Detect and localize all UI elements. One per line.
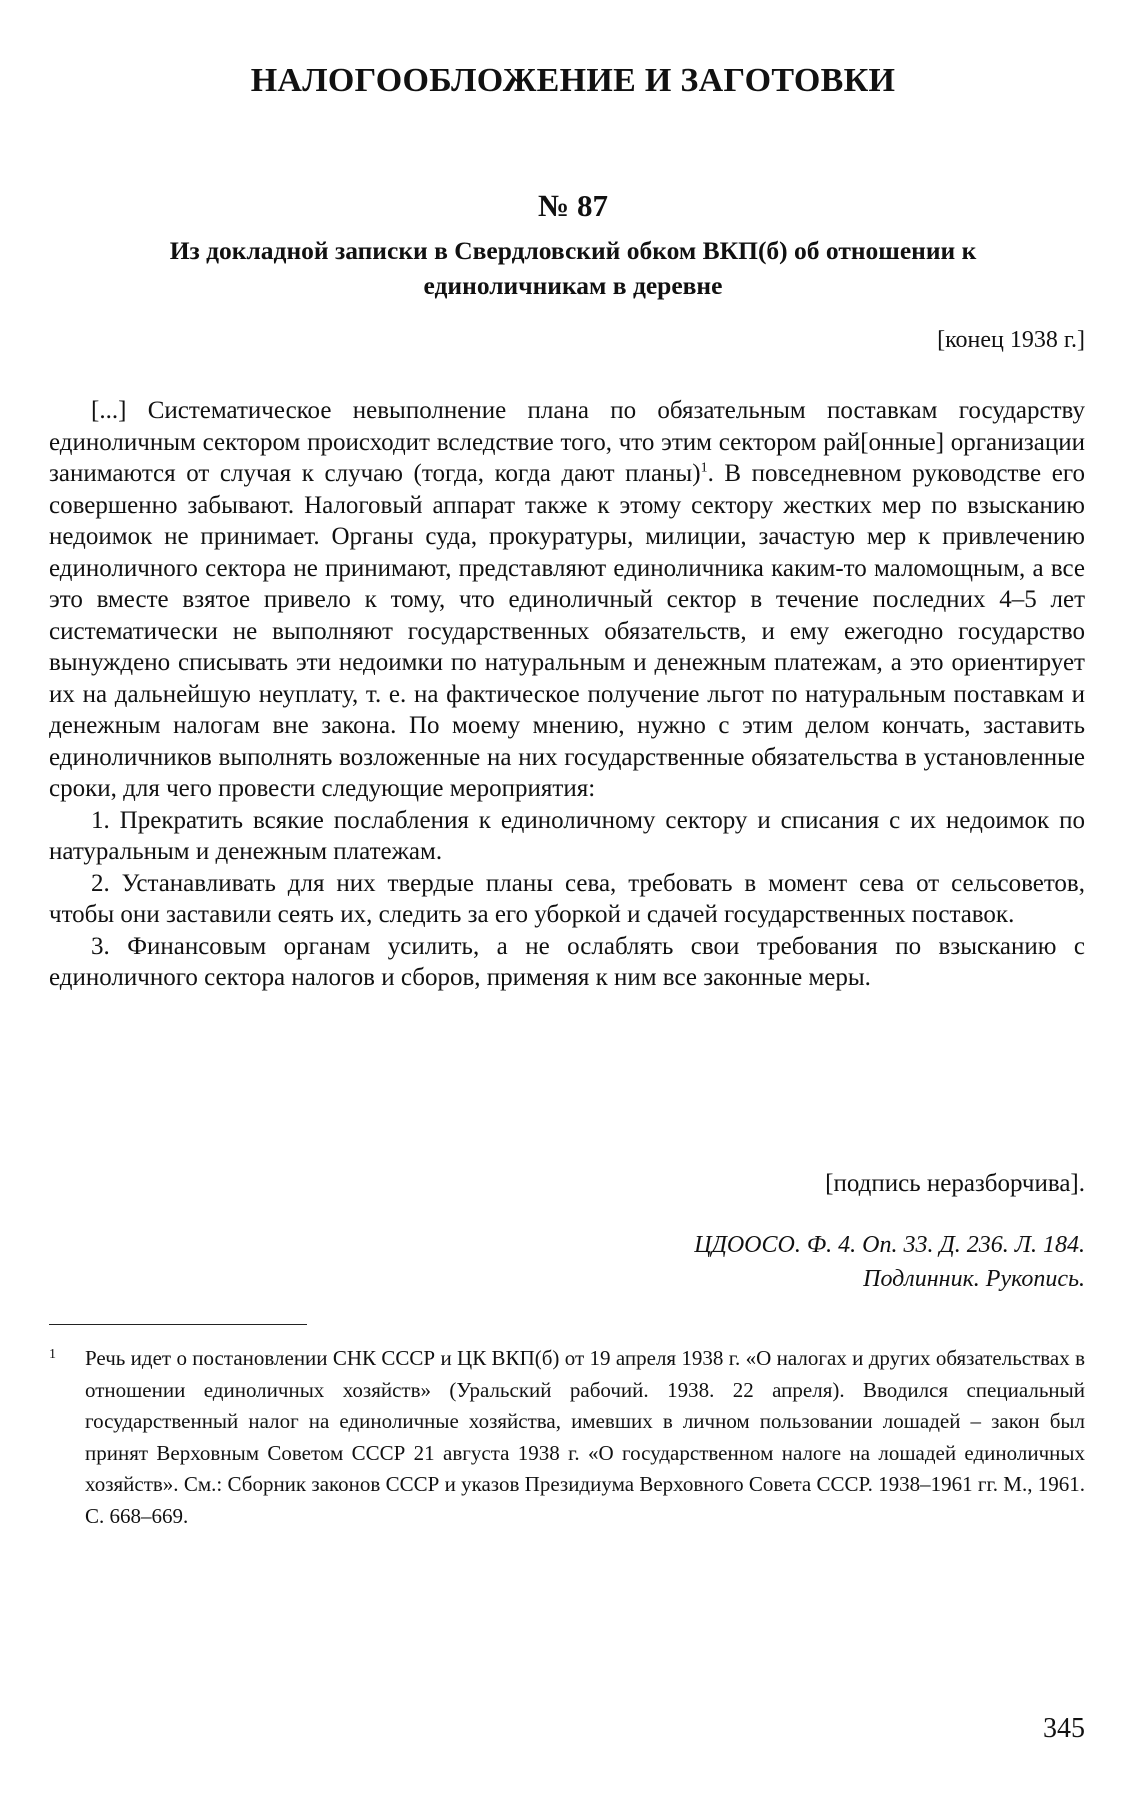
intro-text-part-1: [...] Систематическое невыполнение плана по обязательным поставкам государству единоличным сектором происходит вследствие того, что этим сектором рай[онные] организации занимаются от случая к случаю (тогда, когда дают планы) — [49, 397, 1085, 487]
footnote-divider — [49, 1324, 307, 1325]
measure-item-1: 1. Прекратить всякие послабления к единоличному сектору и списания с их недоимок по натуральным и денежным платежам. — [49, 806, 1085, 865]
page-number: 345 — [1043, 1713, 1085, 1744]
document-number: № 87 — [538, 188, 608, 223]
footnote-reference-marker: 1 — [700, 460, 708, 476]
document-heading: Из докладной записки в Свердловский обком ВКП(б) об отношении к единоличникам в деревне — [169, 236, 977, 300]
intro-text-part-2: . В повседневном руководстве его совершенно забывают. Налоговый аппарат также к этому сектору жестких мер по взысканию недоимок не принимает. Органы суда, прокуратуры, милиции, зачастую мер к привлечению единоличного сектора не принимают, представляют единоличника каким-то маломощным, а все это вместе взятое привело к тому, что единоличный сектор в течение последних 4–5 лет систематически не выполняют государственных обязательств, и ему ежегодно государство вынуждено списывать эти недоимки по натуральным и денежным платежам, а это ориентирует их на дальнейшую неуплату, т. е. на фактическое получение льгот по натуральным поставкам и денежным налогам вне закона. По моему мнению, нужно с этим делом кончать, заставить единоличников выполнять возложенные на них государственные обязательства в установленные сроки, для чего провести следующие мероприятия: — [49, 460, 1085, 802]
measure-item-2: 2. Устанавливать для них твердые планы сева, требовать в момент сева от сельсоветов, чтобы они заставили сеять их, следить за его уборкой и сдачей государственных поставок. — [49, 869, 1085, 928]
measure-item-3: 3. Финансовым органам усилить, а не ослаблять свои требования по взысканию с единоличного сектора налогов и сборов, применяя к ним все законные меры. — [49, 932, 1085, 991]
body-intro-paragraph — [49, 395, 1085, 805]
signature-note: [подпись неразборчива]. — [825, 1170, 1085, 1197]
document-body — [49, 395, 1085, 994]
section-title: НАЛОГООБЛОЖЕНИЕ И ЗАГОТОВКИ — [250, 62, 896, 99]
document-date: [конец 1938 г.] — [937, 327, 1085, 353]
archive-reference: ЦДООСО. Ф. 4. Оп. 33. Д. 236. Л. 184. — [694, 1232, 1085, 1258]
archive-citation — [500, 1228, 1085, 1296]
footnote-text: Речь идет о постановлении СНК СССР и ЦК ВКП(б) от 19 апреля 1938 г. «О налогах и других обязательствах в отношении единоличных хозяйств» (Уральский рабочий. 1938. 22 апреля). Вводился специальный государственный налог на единоличные хозяйства, имевших в личном пользовании лошадей – закон был принят Верховным Советом СССР 21 августа 1938 г. «О государственном налоге на лошадей единоличных хозяйств». См.: Сборник законов СССР и указов Президиума Верховного Совета СССР. 1938–1961 гг. М., 1961. С. 668–669. — [85, 1346, 1085, 1528]
footnote-number: 1 — [49, 1347, 56, 1362]
footnote — [49, 1343, 1085, 1532]
archive-note: Подлинник. Рукопись. — [863, 1266, 1085, 1292]
